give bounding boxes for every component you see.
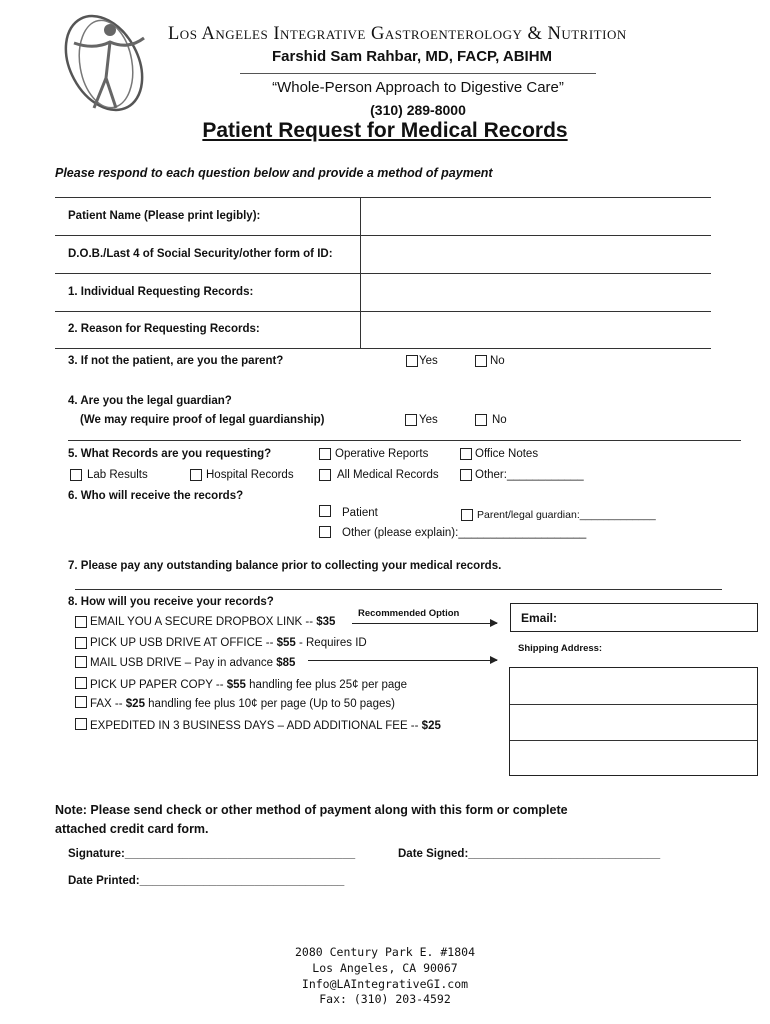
reason-field[interactable] — [370, 323, 700, 339]
office-notes-checkbox[interactable] — [460, 448, 472, 460]
shipping-address-label: Shipping Address: — [518, 643, 603, 654]
paper-copy-option-checkbox[interactable] — [75, 677, 87, 689]
q4-yes-label: Yes — [419, 414, 438, 426]
all-records-label: All Medical Records — [337, 469, 439, 481]
dropbox-option-checkbox[interactable] — [75, 616, 87, 628]
shipping-arrow — [308, 660, 497, 661]
q7-label: 7. Please pay any outstanding balance prior to collecting your medical records. — [68, 560, 502, 572]
footer-fax: Fax: (310) 203-4592 — [319, 992, 451, 1006]
payment-note: Note: Please send check or other method of payment along with this form or complete — [55, 803, 568, 817]
reason-label: 2. Reason for Requesting Records: — [68, 323, 260, 335]
q3-no-label: No — [490, 355, 505, 367]
q3-yes-label: Yes — [419, 355, 438, 367]
address-line-divider — [510, 740, 757, 741]
header-divider — [240, 73, 596, 74]
phone-number: (310) 289-8000 — [370, 102, 466, 118]
email-input-box[interactable] — [510, 603, 758, 632]
address-line-divider — [510, 704, 757, 705]
recommended-option-label: Recommended Option — [358, 608, 460, 619]
fax-option-checkbox[interactable] — [75, 696, 87, 708]
dob-id-label: D.O.B./Last 4 of Social Security/other form of ID: — [68, 248, 333, 260]
practice-name: Los Angeles Integrative Gastroenterology & Nutrition — [168, 24, 627, 44]
hospital-records-checkbox[interactable] — [190, 469, 202, 481]
page-title: Patient Request for Medical Records — [202, 119, 568, 142]
operative-reports-checkbox[interactable] — [319, 448, 331, 460]
footer-address-1: 2080 Century Park E. #1804 — [294, 945, 475, 959]
table-row-divider — [55, 235, 711, 236]
section-divider — [68, 440, 741, 441]
recommended-arrow — [352, 623, 497, 624]
recipient-other-checkbox[interactable] — [319, 526, 331, 538]
dob-id-field[interactable] — [370, 248, 700, 264]
q4-no-checkbox[interactable] — [475, 414, 487, 426]
shipping-address-box[interactable] — [509, 667, 758, 776]
footer-address-2: Los Angeles, CA 90067 — [312, 961, 458, 975]
date-signed-field[interactable]: Date Signed:______________________________ — [398, 848, 661, 860]
signature-field[interactable]: Signature:____________________________________ — [68, 848, 356, 860]
q4-label: 4. Are you the legal guardian? — [68, 395, 232, 407]
operative-reports-label: Operative Reports — [335, 448, 429, 460]
recipient-other-label: Other (please explain):____________________ — [342, 527, 587, 539]
patient-name-field[interactable] — [370, 210, 700, 226]
usb-pickup-option-checkbox[interactable] — [75, 637, 87, 649]
q4-no-label: No — [492, 414, 507, 426]
usb-pickup-option-label: PICK UP USB DRIVE AT OFFICE -- $55 - Requires ID — [90, 637, 367, 649]
lab-results-label: Lab Results — [87, 469, 148, 481]
q8-label: 8. How will you receive your records? — [68, 596, 274, 608]
other-records-label: Other:____________ — [475, 469, 584, 481]
doctor-name: Farshid Sam Rahbar, MD, FACP, ABIHM — [272, 48, 553, 65]
requester-label: 1. Individual Requesting Records: — [68, 286, 254, 298]
patient-name-label: Patient Name (Please print legibly): — [68, 210, 261, 222]
dropbox-option-label: EMAIL YOU A SECURE DROPBOX LINK -- $35 — [90, 616, 336, 628]
q4-note: (We may require proof of legal guardianship) — [80, 414, 325, 426]
email-label: Email: — [521, 611, 558, 625]
q6-label: 6. Who will receive the records? — [68, 490, 244, 502]
recipient-guardian-label: Parent/legal guardian:_____________ — [477, 509, 656, 521]
table-row-divider — [55, 273, 711, 274]
usb-mail-option-checkbox[interactable] — [75, 656, 87, 668]
recipient-guardian-checkbox[interactable] — [461, 509, 473, 521]
all-records-checkbox[interactable] — [319, 469, 331, 481]
office-notes-label: Office Notes — [475, 448, 539, 460]
q4-yes-checkbox[interactable] — [405, 414, 417, 426]
section-divider — [75, 589, 722, 590]
lab-results-checkbox[interactable] — [70, 469, 82, 481]
other-records-checkbox[interactable] — [460, 469, 472, 481]
q3-yes-checkbox[interactable] — [406, 355, 418, 367]
payment-note-cont: attached credit card form. — [55, 822, 209, 836]
fax-option-label: FAX -- $25 handling fee plus 10¢ per page (Up to 50 pages) — [90, 698, 395, 710]
usb-mail-option-label: MAIL USB DRIVE – Pay in advance $85 — [90, 657, 296, 669]
expedited-option-checkbox[interactable] — [75, 718, 87, 730]
recipient-patient-checkbox[interactable] — [319, 505, 331, 517]
date-printed-field[interactable]: Date Printed:________________________________ — [68, 875, 345, 887]
q5-label: 5. What Records are you requesting? — [68, 448, 272, 460]
paper-copy-option-label: PICK UP PAPER COPY -- $55 handling fee plus 25¢ per page — [90, 679, 408, 691]
expedited-option-label: EXPEDITED IN 3 BUSINESS DAYS – ADD ADDITIONAL FEE -- $25 — [90, 720, 441, 732]
hospital-records-label: Hospital Records — [206, 469, 294, 481]
tagline: “Whole-Person Approach to Digestive Care” — [272, 79, 564, 96]
table-column-divider — [360, 197, 361, 349]
recipient-patient-label: Patient — [342, 507, 378, 519]
practice-logo — [44, 8, 164, 118]
table-row-divider — [55, 311, 711, 312]
q3-no-checkbox[interactable] — [475, 355, 487, 367]
requester-field[interactable] — [370, 286, 700, 302]
table-top-border — [55, 197, 711, 198]
footer-email[interactable]: Info@LAIntegrativeGI.com — [301, 977, 469, 991]
q3-label: 3. If not the patient, are you the parent? — [68, 355, 284, 367]
instructions: Please respond to each question below and provide a method of payment — [55, 166, 493, 180]
table-bottom-border — [55, 348, 711, 349]
